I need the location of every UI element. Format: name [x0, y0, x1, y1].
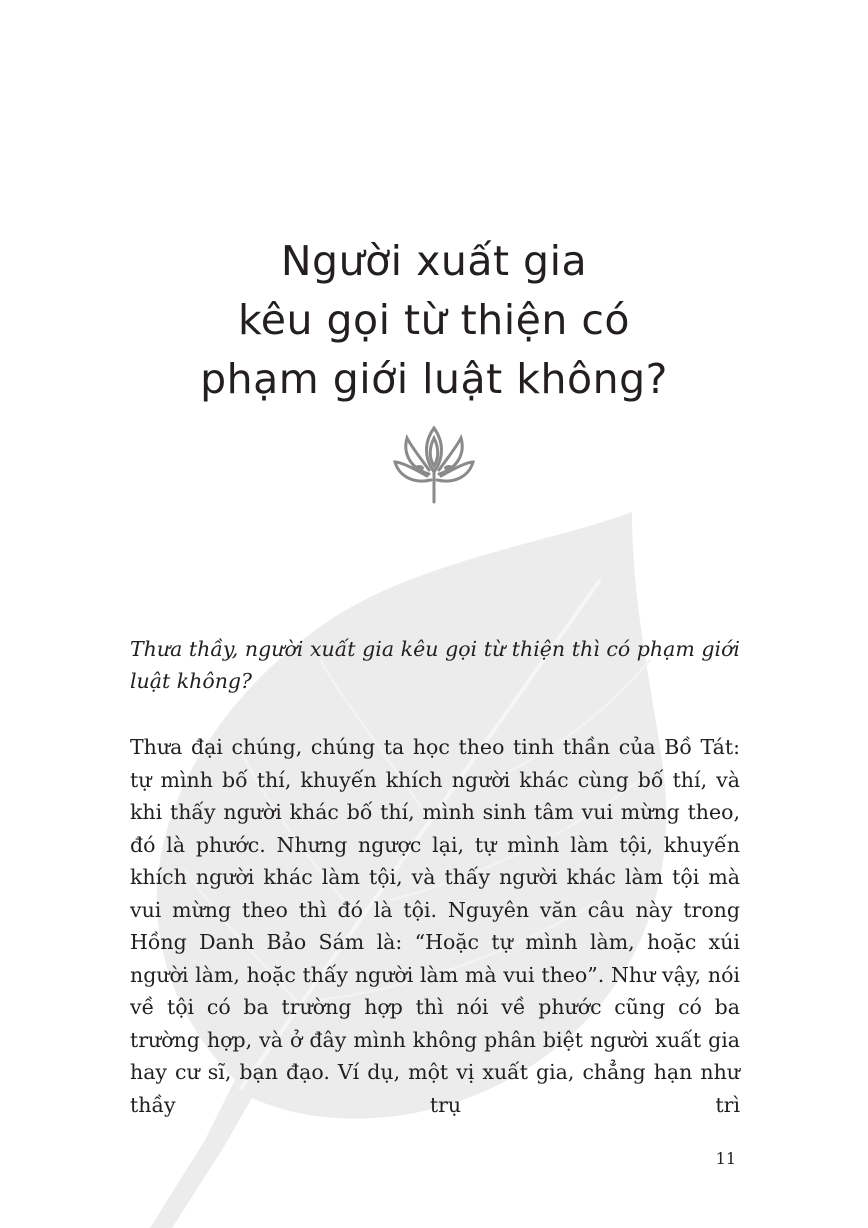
question-text: Thưa thầy, người xuất gia kêu gọi từ thiện thì có phạm giới luật không?: [130, 637, 740, 693]
lotus-icon: [393, 424, 475, 504]
title-line-3: phạm giới luật không?: [200, 355, 668, 403]
answer-text: Thưa đại chúng, chúng ta học theo tinh thần của Bồ Tát: tự mình bố thí, khuyến khích người khác cùng bố thí, và khi thấy người khác bố thí, mình sinh tâm vui mừng theo, đó là phước. Nhưng ngược lại, tự mình làm tội, khuyến khích người khác làm tội, và thấy người khác làm tội mà vui mừng theo thì đó là tội. Nguyên văn câu này trong Hồng Danh Bảo Sám là: “Hoặc tự mình làm, hoặc xúi người làm, hoặc thấy người làm mà vui theo”. Như vậy, nói về tội có ba trường hợp thì nói về phước cũng có ba trường hợp, và ở đây mình không phân biệt người xuất gia hay cư sĩ, bạn đạo. Ví dụ, một vị xuất gia, chẳng hạn như thầy trụ trì: [130, 735, 740, 1117]
chapter-title: [60, 232, 808, 409]
page-number: 11: [715, 1149, 736, 1168]
title-line-1: Người xuất gia: [280, 237, 588, 285]
title-line-2: kêu gọi từ thiện có: [238, 296, 630, 344]
